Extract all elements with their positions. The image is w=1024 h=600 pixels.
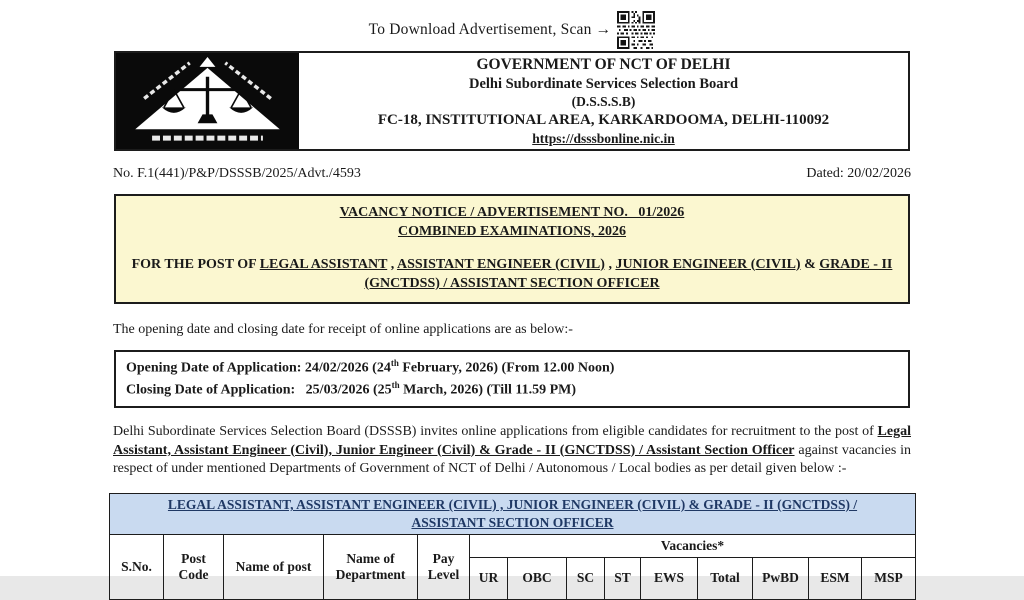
col-header-ur: UR [470,557,508,599]
col-header-pay-level: Pay Level [418,534,470,599]
qr-code-icon [617,11,655,49]
website-link[interactable]: https://dsssbonline.nic.in [532,130,675,146]
post-name-assistant-engineer: ASSISTANT ENGINEER (CIVIL) [396,256,605,272]
letterhead [114,51,910,151]
scan-instruction-text: To Download Advertisement, Scan → [368,21,612,38]
col-header-name-of-post: Name of post [224,534,324,599]
col-header-pwbd: PwBD [753,557,809,599]
col-header-msp: MSP [862,557,916,599]
post-name-grade2-aso: GRADE - II (GNCTDSS) / ASSISTANT SECTION OFFICER [364,256,893,291]
paragraph-tail: against vacancies in respect of under mentioned Departments of Government of NCT of Delhi / Autonomous / Local bodies as per detail given below :- [113,442,912,477]
closing-date-tail: March, 2026) (Till 11.59 PM) [399,382,577,398]
closing-date-text: Closing Date of Application: 25/03/2026 (25 [126,382,392,398]
opening-date-ordinal: th [390,358,399,369]
post-separator: , [604,256,616,272]
invitation-paragraph [113,423,911,479]
dates-intro-line: The opening date and closing date for receipt of online applications are as below:- [113,322,573,338]
col-header-name-of-department: Name of Department [324,534,418,599]
col-header-esm: ESM [809,557,862,599]
paragraph-post-names: Legal Assistant, Assistant Engineer (Civil), Junior Engineer (Civil) & Grade - II (GNCTDSS) / Assistant Section Officer [113,423,911,458]
government-line: GOVERNMENT OF NCT OF DELHI [476,55,731,73]
file-reference-number: No. F.1(441)/P&P/DSSSB/2025/Advt./4593 [113,166,361,181]
dated-label: Dated: 20/02/2026 [806,166,911,181]
letterhead-text [299,53,908,149]
opening-date-tail: February, 2026) (From 12.00 Noon) [398,360,615,376]
table-title: LEGAL ASSISTANT, ASSISTANT ENGINEER (CIVIL) , JUNIOR ENGINEER (CIVIL) & GRADE - II (GNCTDSS) / ASSISTANT SECTION OFFICER [110,494,916,535]
opening-date-line [126,357,898,378]
col-header-st: ST [605,557,641,599]
opening-date-text: Opening Date of Application: 24/02/2026 (24 [126,360,391,376]
col-header-total: Total [698,557,753,599]
col-header-vacancies: Vacancies* [470,534,916,557]
paragraph-lead: Delhi Subordinate Services Selection Board (DSSSB) invites online applications from eligible candidates for recruitment to the post of [113,423,878,439]
scan-row [0,0,1024,50]
board-abbreviation: (D.S.S.S.B) [571,94,636,110]
vacancy-notice-box [114,194,910,304]
col-header-sc: SC [567,557,605,599]
closing-date-line [126,379,898,400]
post-separator: & [800,256,820,272]
combined-examinations-line: COMBINED EXAMINATIONS, 2026 [397,224,627,240]
vacancies-table [109,493,915,600]
dsssb-logo [116,53,299,149]
board-name-line: Delhi Subordinate Services Selection Board [468,75,739,92]
closing-date-ordinal: th [391,379,400,390]
col-header-sno: S.No. [110,534,164,599]
post-separator: , [387,256,397,272]
reference-row [113,166,911,182]
for-post-prefix: FOR THE POST OF [131,256,260,272]
notice-spacer [128,242,896,255]
col-header-ews: EWS [641,557,698,599]
col-header-obc: OBC [508,557,567,599]
col-header-post-code: Post Code [164,534,224,599]
post-name-legal-assistant: LEGAL ASSISTANT [259,256,388,272]
dsssb-emblem-icon [118,53,297,149]
for-the-post-line [128,255,896,294]
application-dates-box [114,350,910,408]
board-address: FC-18, INSTITUTIONAL AREA, KARKARDOOMA, DELHI-110092 [377,111,830,128]
post-name-junior-engineer: JUNIOR ENGINEER (CIVIL) [615,256,801,272]
advertisement-number-line: VACANCY NOTICE / ADVERTISEMENT NO. 01/2026 [339,205,685,220]
